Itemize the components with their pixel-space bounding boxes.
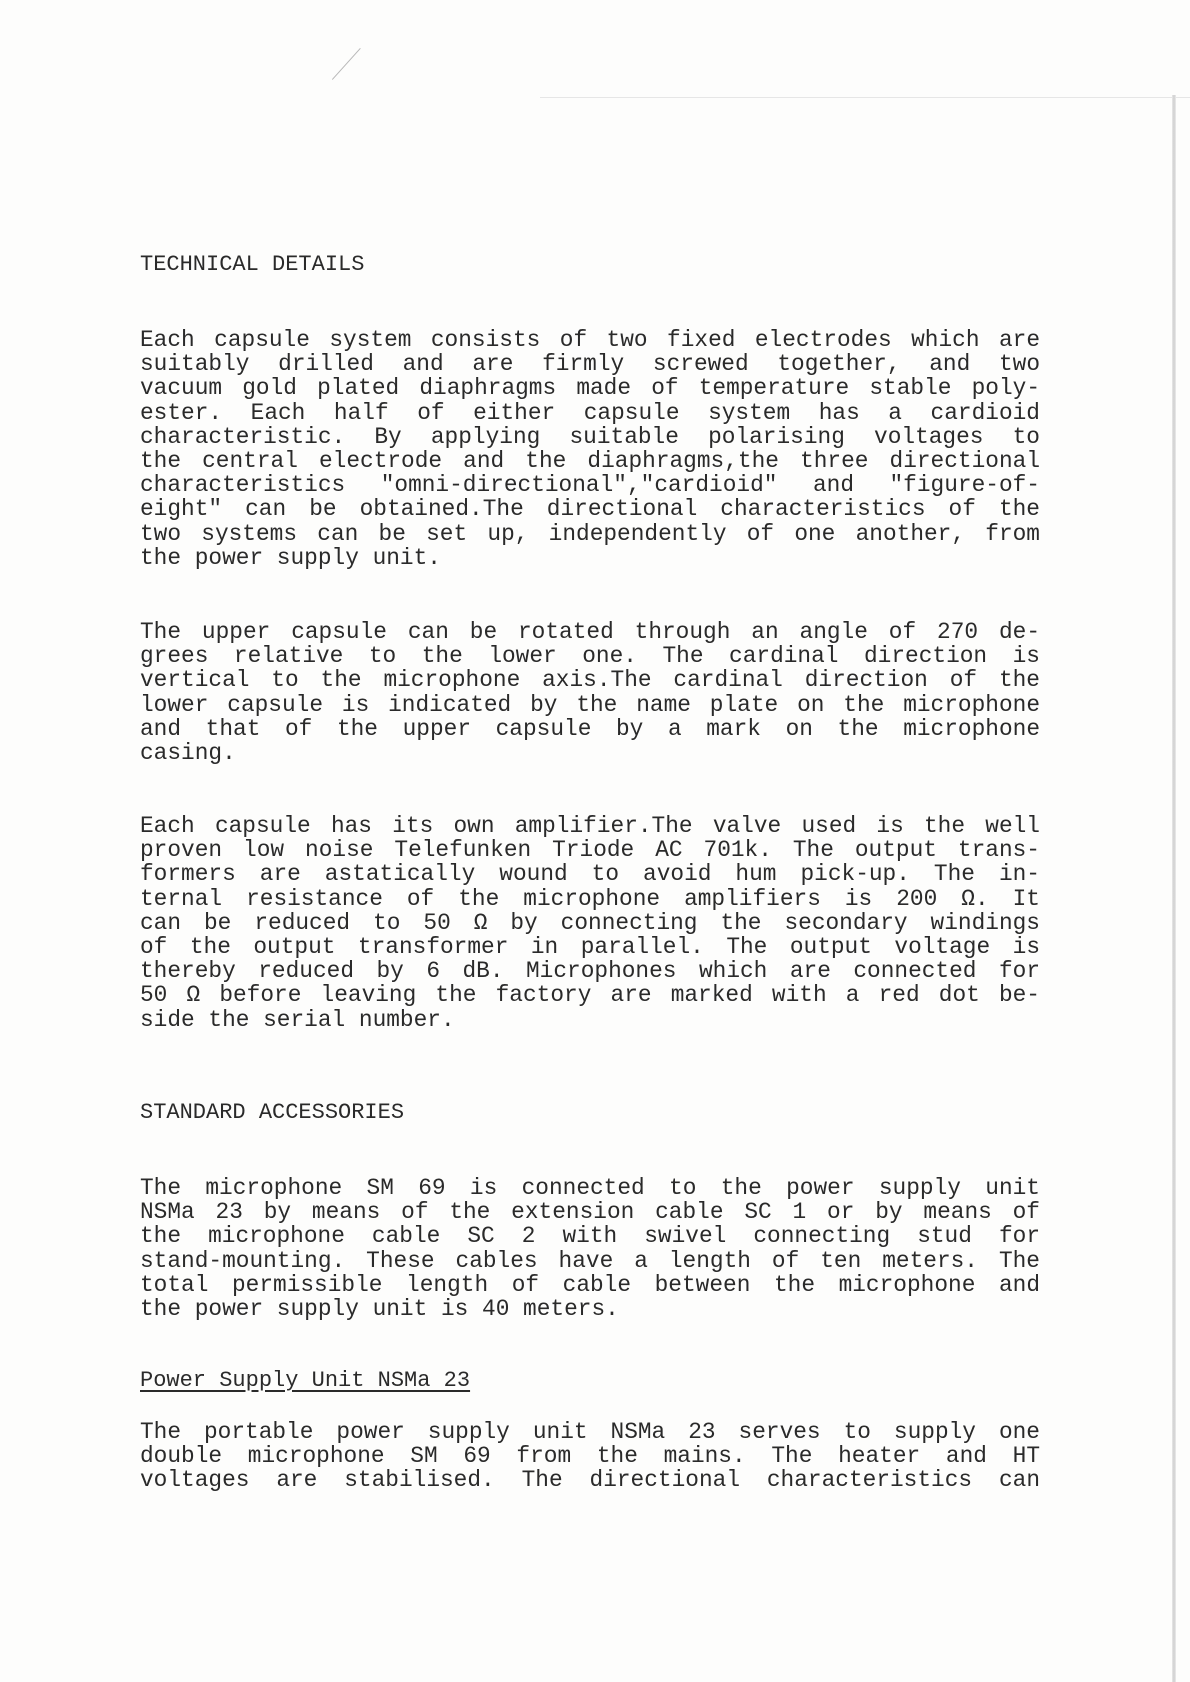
paragraph-amplifier [140,814,1040,1032]
text-line: ternal resistance of the microphone amplifiers is 200 Ω. It [140,885,1040,912]
text-line: double microphone SM 69 from the mains. The heater and HT [140,1443,1040,1470]
text-line: stand-mounting. These cables have a length of ten meters. The [140,1247,1040,1274]
paragraph-power-supply [140,1420,1040,1493]
text-line: 50 Ω before leaving the factory are marked with a red dot be- [140,982,1040,1009]
text-line: vertical to the microphone axis.The cardinal direction of the [140,667,1040,694]
heading-technical-details: TECHNICAL DETAILS [140,252,365,277]
text-line: voltages are stabilised. The directional characteristics can [140,1467,1040,1494]
text-line: lower capsule is indicated by the name plate on the microphone [140,691,1040,718]
text-line: formers are astatically wound to avoid hum pick-up. The in- [140,861,1040,888]
text-line: NSMa 23 by means of the extension cable SC 1 or by means of [140,1199,1040,1226]
text-line: the power supply unit is 40 meters. [140,1295,619,1322]
text-line: Each capsule system consists of two fixed electrodes which are [140,327,1040,353]
text-line: characteristics "omni-directional","cardioid" and "figure-of- [140,472,1040,499]
heading-power-supply-unit: Power Supply Unit NSMa 23 [140,1368,471,1393]
text-line: suitably drilled and are firmly screwed together, and two [140,351,1040,378]
text-line: of the output transformer in parallel. The output voltage is [140,933,1040,960]
text-line: total permissible length of cable between the microphone and [140,1271,1040,1298]
text-line: two systems can be set up, independently of one another, from [140,520,1040,547]
text-line: vacuum gold plated diaphragms made of temperature stable poly- [140,375,1040,402]
text-line: thereby reduced by 6 dB. Microphones which are connected for [140,958,1040,985]
text-line: the microphone cable SC 2 with swivel connecting stud for [140,1223,1040,1250]
text-line: and that of the upper capsule by a mark on the microphone [140,715,1040,742]
text-line: the central electrode and the diaphragms,the three directional [140,447,1040,474]
page-edge-right [1172,95,1176,1682]
paragraph-capsule-system [140,328,1040,570]
paragraph-accessories [140,1176,1040,1321]
text-line: the power supply unit. [140,544,441,571]
text-line: The upper capsule can be rotated through an angle of 270 de- [140,619,1040,645]
text-line: casing. [140,739,236,766]
text-line: proven low noise Telefunken Triode AC 701k. The output trans- [140,837,1040,864]
text-line: ester. Each half of either capsule system has a cardioid [140,399,1040,426]
page-edge-top [540,97,1190,98]
text-line: Each capsule has its own amplifier.The valve used is the well [140,813,1040,839]
text-line: The portable power supply unit NSMa 23 serves to supply one [140,1419,1040,1445]
pencil-mark [332,48,361,80]
text-line: side the serial number. [140,1006,455,1033]
text-line: can be reduced to 50 Ω by connecting the secondary windings [140,909,1040,936]
text-line: grees relative to the lower one. The cardinal direction is [140,643,1040,670]
text-line: characteristic. By applying suitable polarising voltages to [140,423,1040,450]
paragraph-upper-capsule [140,620,1040,765]
heading-standard-accessories: STANDARD ACCESSORIES [140,1100,405,1125]
text-line: The microphone SM 69 is connected to the power supply unit [140,1175,1040,1201]
text-line: eight" can be obtained.The directional characteristics of the [140,496,1040,523]
